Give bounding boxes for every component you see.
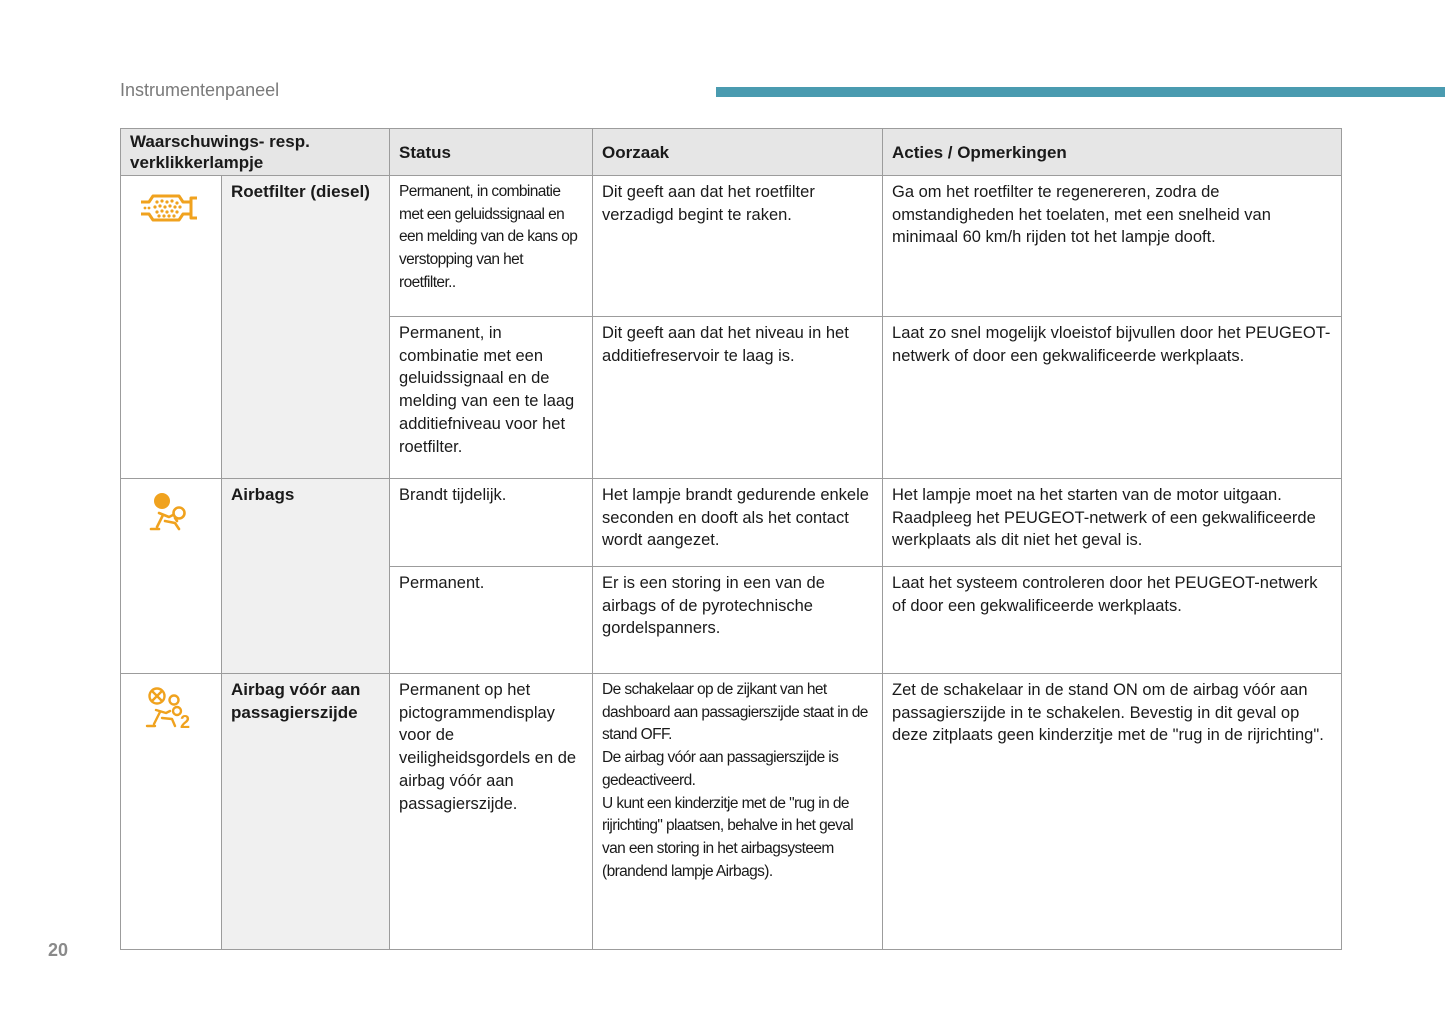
lamp-name: Airbag vóór aan passagierszijde	[222, 674, 390, 950]
status-cell: Brandt tijdelijk.	[390, 479, 593, 567]
cause-cell: Dit geeft aan dat het niveau in het additiefreservoir te laag is.	[593, 317, 883, 479]
header-cause: Oorzaak	[593, 129, 883, 176]
passenger-airbag-off-icon	[144, 686, 198, 730]
table-header-row	[121, 129, 1342, 176]
warning-lamps-table	[120, 128, 1342, 950]
page-number: 20	[48, 940, 69, 960]
header-actions: Acties / Opmerkingen	[883, 129, 1342, 176]
action-cell: Zet de schakelaar in de stand ON om de airbag vóór aan passagierszijde in te schakelen. Bevestig in dit geval op deze zitplaats geen kinderzitje met de "rug in de rijrichting".	[883, 674, 1342, 950]
status-cell: Permanent, in combinatie met een geluidssignaal en de melding van een te laag additiefniveau voor het roetfilter.	[390, 317, 593, 479]
particle-filter-icon	[139, 188, 203, 228]
cause-cell: De schakelaar op de zijkant van het dashboard aan passagierszijde staat in de stand OFF. De airbag vóór aan passagierszijde is gedeactiveerd. U kunt een kinderzitje met de "rug in de rijrichting" plaatsen, behalve in het geval van een storing in het airbagsysteem (brandend lampje Airbags).	[593, 674, 883, 950]
action-cell: Laat het systeem controleren door het PEUGEOT-netwerk of door een gekwalificeerde werkplaats.	[883, 567, 1342, 674]
icon-cell	[121, 176, 222, 479]
icon-number: 2	[180, 712, 191, 730]
section-title: Instrumentenpaneel	[120, 80, 280, 100]
action-cell: Laat zo snel mogelijk vloeistof bijvullen door het PEUGEOT-netwerk of door een gekwalificeerde werkplaats.	[883, 317, 1342, 479]
icon-cell	[121, 674, 222, 950]
section-accent-bar	[716, 87, 1445, 97]
table-row	[121, 479, 1342, 567]
icon-cell	[121, 479, 222, 674]
cause-cell: Er is een storing in een van de airbags of de pyrotechnische gordelspanners.	[593, 567, 883, 674]
header-status: Status	[390, 129, 593, 176]
table-row	[121, 176, 1342, 317]
airbag-icon	[149, 491, 193, 531]
status-cell: Permanent op het pictogrammendisplay voor de veiligheidsgordels en de airbag vóór aan passagierszijde.	[390, 674, 593, 950]
lamp-name: Airbags	[222, 479, 390, 674]
header-lamp: Waarschuwings- resp. verklikkerlampje	[121, 129, 390, 176]
lamp-name: Roetfilter (diesel)	[222, 176, 390, 479]
status-cell: Permanent.	[390, 567, 593, 674]
cause-cell: Het lampje brandt gedurende enkele seconden en dooft als het contact wordt aangezet.	[593, 479, 883, 567]
action-cell: Ga om het roetfilter te regenereren, zodra de omstandigheden het toelaten, met een snelheid van minimaal 60 km/h rijden tot het lampje dooft.	[883, 176, 1342, 317]
cause-cell: Dit geeft aan dat het roetfilter verzadigd begint te raken.	[593, 176, 883, 317]
table-row	[121, 674, 1342, 950]
action-cell: Het lampje moet na het starten van de motor uitgaan. Raadpleeg het PEUGEOT-netwerk of een gekwalificeerde werkplaats als dit niet het geval is.	[883, 479, 1342, 567]
status-cell: Permanent, in combinatie met een geluidssignaal en een melding van de kans op verstopping van het roetfilter..	[390, 176, 593, 317]
